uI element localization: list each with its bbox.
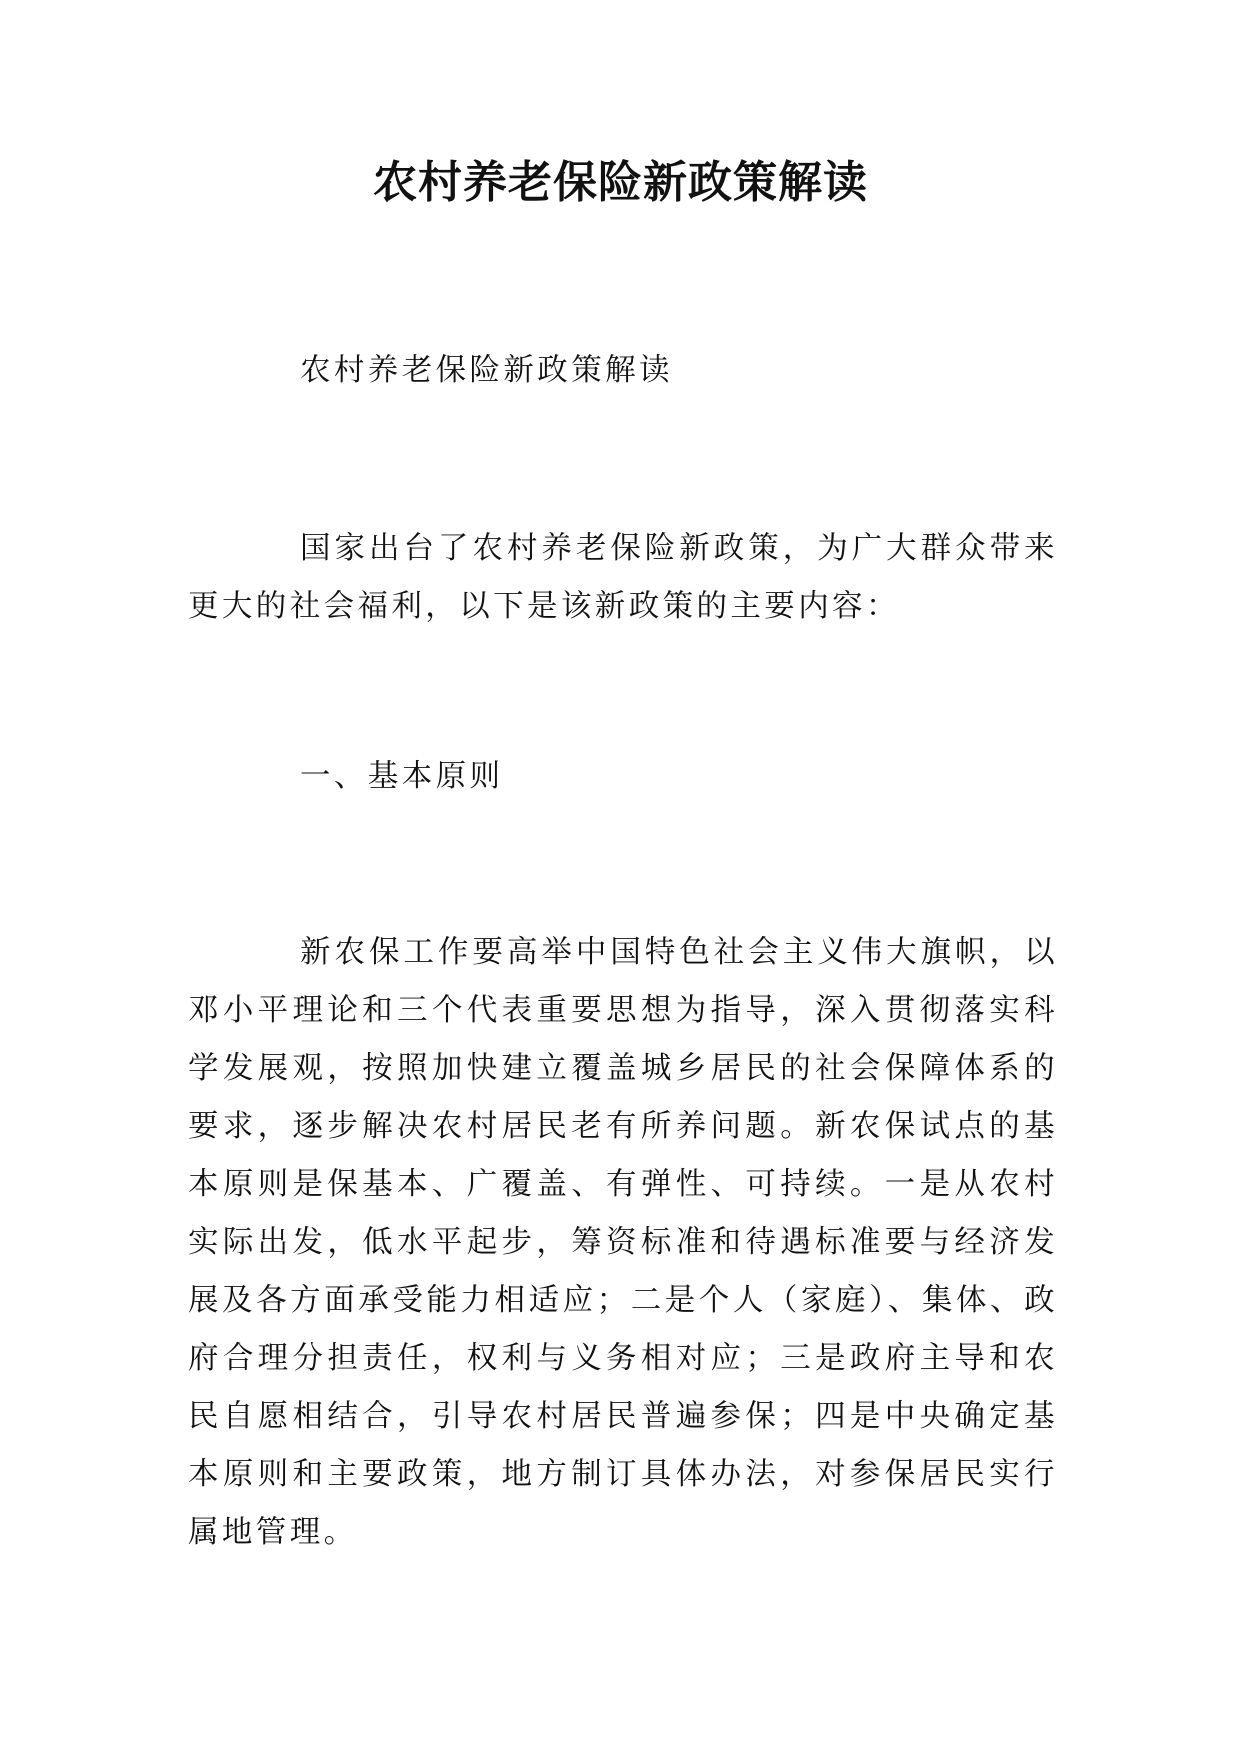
intro-paragraph: 国家出台了农村养老保险新政策，为广大群众带来更大的社会福利，以下是该新政策的主要内容： [188,531,1058,624]
section-body-paragraph: 新农保工作要高举中国特色社会主义伟大旗帜，以邓小平理论和三个代表重要思想为指导，深入贯彻落实科学发展观，按照加快建立覆盖城乡居民的社会保障体系的要求，逐步解决农村居民老有所养问题。新农保试点的基本原则是保基本、广覆盖、有弹性、可持续。一是从农村实际出发，低水平起步，筹资标准和待遇标准要与经济发展及各方面承受能力相适应；二是个人（家庭）、集体、政府合理分担责任，权利与义务相对应；三是政府主导和农民自愿相结合，引导农村居民普遍参保；四是中央确定基本原则和主要政策，地方制订具体办法，对参保居民实行属地管理。 [188,935,1058,1550]
document-subtitle: 农村养老保险新政策解读 [300,353,673,388]
section-heading: 一、基本原则 [300,759,504,794]
document-title: 农村养老保险新政策解读 [373,157,868,208]
